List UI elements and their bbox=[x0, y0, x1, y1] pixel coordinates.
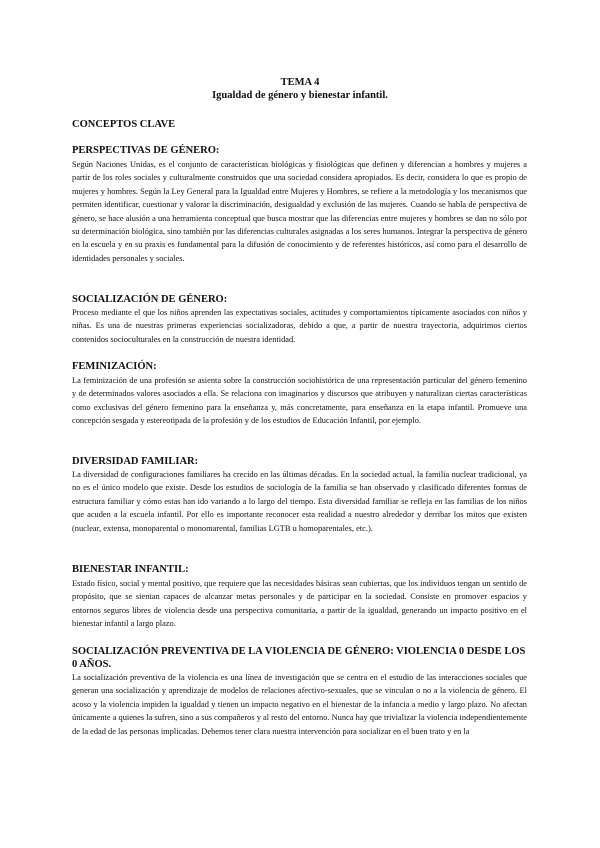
section-heading-diversidad: DIVERSIDAD FAMILIAR: bbox=[72, 456, 199, 467]
document-title: Igualdad de género y bienestar infantil. bbox=[212, 90, 388, 101]
topic-number: TEMA 4 bbox=[280, 77, 320, 88]
section-text-socializacion: Proceso mediante el que los niños aprenden las expectativas sociales, actitudes y comportamientos típicamente asociados con niños y niñas. Es una de nuestras primeras experiencias socializadoras, debido a que, a partir de nuestra trayectoria, adquirimos ciertos contenidos socioculturales en la construcción de nuestra identidad. bbox=[72, 308, 527, 344]
key-concepts-heading: CONCEPTOS CLAVE bbox=[72, 119, 176, 130]
section-text-perspectivas: Según Naciones Unidas, es el conjunto de características biológicas y fisiológicas que definen y diferencian a hombres y mujeres a partir de los roles sociales y culturalmente construidos que una sociedad considera apropiados. Es decir, considera lo que es propio de mujeres y hombres. Según la Ley General para la Igualdad entre Mujeres y Hombres, se refiere a la metodología y los mecanismos que permiten identificar, cuestionar y valorar la discriminación, desigualdad y exclusión de las mujeres. Cuando se habla de perspectiva de género, se hace alusión a una herramienta conceptual que busca mostrar que las diferencias entre mujeres y hombres se dan no sólo por su determinación biológica, sino también por las diferencias culturales asignadas a los seres humanos. Integrar la perspectiva de género en la escuela y en su praxis es fundamental para la difusión de conocimiento y de referentes históricos, así como para el desarrollo de identidades personales y sociales. bbox=[72, 160, 527, 263]
section-heading-perspectivas: PERSPECTIVAS DE GÉNERO: bbox=[72, 145, 220, 156]
section-text-bienestar: Estado físico, social y mental positivo, que requiere que las necesidades básicas sean cubiertas, que los individuos tengan un sentido de propósito, que se sientan capaces de alcanzar metas personales y de participar en la sociedad. Consiste en promover espacios y entornos seguros libres de violencia desde una perspectiva comunitaria, a partir de la igualdad, generando un impacto positivo en el bienestar infantil a largo plazo. bbox=[72, 579, 527, 629]
section-heading-socializacion: SOCIALIZACIÓN DE GÉNERO: bbox=[72, 294, 228, 305]
section-text-feminizacion: La feminización de una profesión se asienta sobre la construcción sociohistórica de una representación particular del género femenino y de determinados valores asociados a ella. Se relaciona con imaginarios y discursos que atribuyen y naturalizan ciertas características como exclusivas del género femenino para la enseñanza y, más concretamente, para enseñanza en la etapa infantil. Promueve una concepción sesgada y estereotipada de la profesión y de los estudios de Educación Infantil, por ejemplo. bbox=[72, 376, 527, 426]
section-heading-bienestar: BIENESTAR INFANTIL: bbox=[72, 564, 189, 575]
section-heading-violencia: SOCIALIZACIÓN PREVENTIVA DE LA VIOLENCIA DE GÉNERO: VIOLENCIA 0 DESDE LOS 0 AÑOS. bbox=[72, 646, 526, 670]
section-text-violencia: La socialización preventiva de la violencia es una línea de investigación que se centra en el estudio de las interacciones sociales que generan una socialización y aprendizaje de modelos de relaciones afectivo-sexuales, que se vinculan o no a la violencia de género. El acoso y la violencia impiden la igualdad y tienen un impacto negativo en el bienestar de la infancia a medio y largo plazo. No afectan únicamente a quienes la sufren, sino a sus compañeros y al resto del entorno. Nunca hay que trivializar la violencia independientemente de la edad de las personas implicadas. Debemos tener clara nuestra intervención para socializar en el buen trato y en la bbox=[72, 673, 527, 736]
section-heading-feminizacion: FEMINIZACIÓN: bbox=[72, 361, 157, 372]
section-text-diversidad: La diversidad de configuraciones familiares ha crecido en las últimas décadas. En la sociedad actual, la familia nuclear tradicional, ya no es el único modelo que existe. Desde los estudios de sociología de la familia se han observado y clasificado diferentes formas de estructura familiar y cómo estas han ido variando a lo largo del tiempo. Esta diversidad familiar se refleja en las familias de los niños que acuden a la escuela infantil. Por ello es importante reconocer esta realidad a nuestro alrededor y derribar los mitos que existen (nuclear, extensa, monoparental o monomarental, familias LGTB u homoparentales, etc.). bbox=[72, 470, 527, 533]
